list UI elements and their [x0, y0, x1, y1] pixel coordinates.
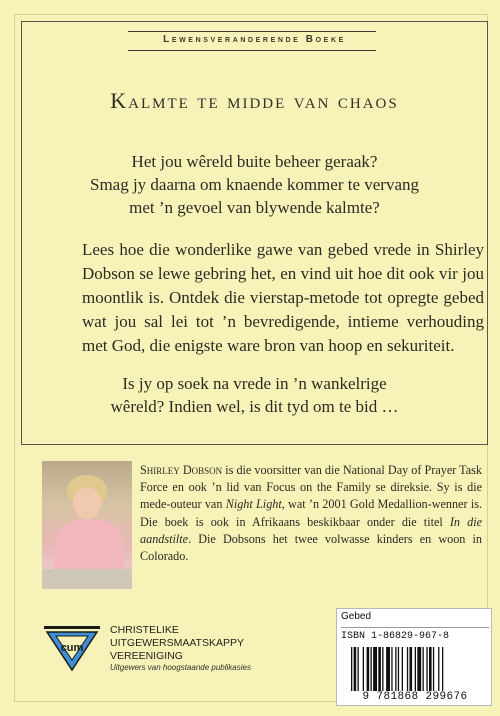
author-face	[73, 487, 101, 519]
barcode-label	[336, 608, 492, 706]
author-desk	[42, 569, 132, 589]
publisher-line: UITGEWERSMAATSKAPPY	[110, 637, 244, 649]
barcode-bar	[363, 647, 364, 691]
author-photo	[42, 461, 132, 589]
publisher-line: CHRISTELIKE	[110, 624, 179, 636]
barcode-bar	[423, 647, 424, 691]
barcode-bar	[395, 647, 396, 691]
closing-line: Is jy op soek na vrede in ’n wankelrige	[122, 374, 387, 393]
author-name: Shirley Dobson	[140, 463, 223, 477]
bio-text: . Die Dobsons het twee volwasse kinders en woon in Colorado.	[140, 531, 482, 564]
tagline-line: Smag jy daarna om knaende kommer te vervang	[89, 175, 420, 194]
book-title: Kalmte te midde van chaos	[110, 88, 399, 113]
publisher-name	[110, 624, 244, 663]
barcode-bar	[407, 647, 408, 691]
barcode-bar	[438, 647, 439, 691]
barcode-bar	[367, 647, 370, 691]
series-top-rule	[128, 31, 376, 32]
barcode-bar	[378, 647, 381, 691]
closing-question	[62, 372, 447, 418]
barcode-bar	[433, 647, 434, 691]
blurb-paragraph: Lees hoe die wonderlike gawe van gebed vrede in Shirley Dobson se lewe gebring het, en vind uit hoe dit ook vir jou moontlik is. Ontdek die vierstap-metode tot opregte gebed wat jou sal lei tot ’n bevredigende, intieme verhouding met God, die enigste ware bron van hoop en sekuriteit.	[82, 240, 484, 355]
barcode-icon	[351, 647, 481, 691]
barcode-bar	[410, 647, 413, 691]
barcode-bar	[373, 647, 377, 691]
tagline-line: Het jou wêreld buite beheer geraak?	[131, 152, 378, 171]
closing-line: wêreld? Indien wel, is dit tyd om te bid …	[110, 397, 399, 416]
barcode-bar	[371, 647, 372, 691]
barcode-bar	[429, 647, 432, 691]
category-label: Gebed	[341, 611, 372, 622]
barcode-bar	[426, 647, 427, 691]
series-bottom-rule	[128, 50, 376, 51]
bio-text: is die voorsitter van die National Day of Prayer Task Force en ook ’n lid van Focus on the Family se direksie. Sy is die mede-outeur van	[140, 463, 483, 512]
barcode-bar	[354, 647, 357, 691]
tagline	[62, 150, 447, 219]
isbn-number: ISBN 1-86829-967-8	[341, 627, 489, 642]
series-name: Lewensveranderende Boeke	[163, 34, 346, 45]
publisher-line: VEREENIGING	[110, 650, 183, 662]
blurb-frame	[21, 21, 488, 445]
barcode-bar	[386, 647, 390, 691]
barcode-bar	[415, 647, 416, 691]
book-reference: In die aandstilte	[140, 514, 482, 546]
barcode-bar	[398, 647, 399, 691]
tagline-line: met ’n gevoel van blywende kalmte?	[129, 198, 380, 217]
barcode-bar	[442, 647, 443, 691]
bio-text: , wat ’n 2001 Gold Medallion-wenner is. Die boek is ook in Afrikaans beskikbaar onder die titel	[140, 497, 482, 529]
publisher-logo-icon	[44, 622, 100, 672]
barcode-bar	[391, 647, 392, 691]
ean-digits: 9 781868 299676	[362, 691, 468, 703]
barcode-bar	[402, 647, 403, 691]
barcode-bar	[358, 647, 359, 691]
barcode-bar	[417, 647, 421, 691]
barcode-bar	[382, 647, 383, 691]
svg-text:cum: cum	[60, 642, 84, 654]
author-bio	[140, 462, 482, 565]
publisher-subtitle: Uitgewers van hoogstaande publikasies	[110, 663, 251, 672]
book-reference: Night Light	[225, 497, 282, 512]
barcode-bar	[351, 647, 352, 691]
